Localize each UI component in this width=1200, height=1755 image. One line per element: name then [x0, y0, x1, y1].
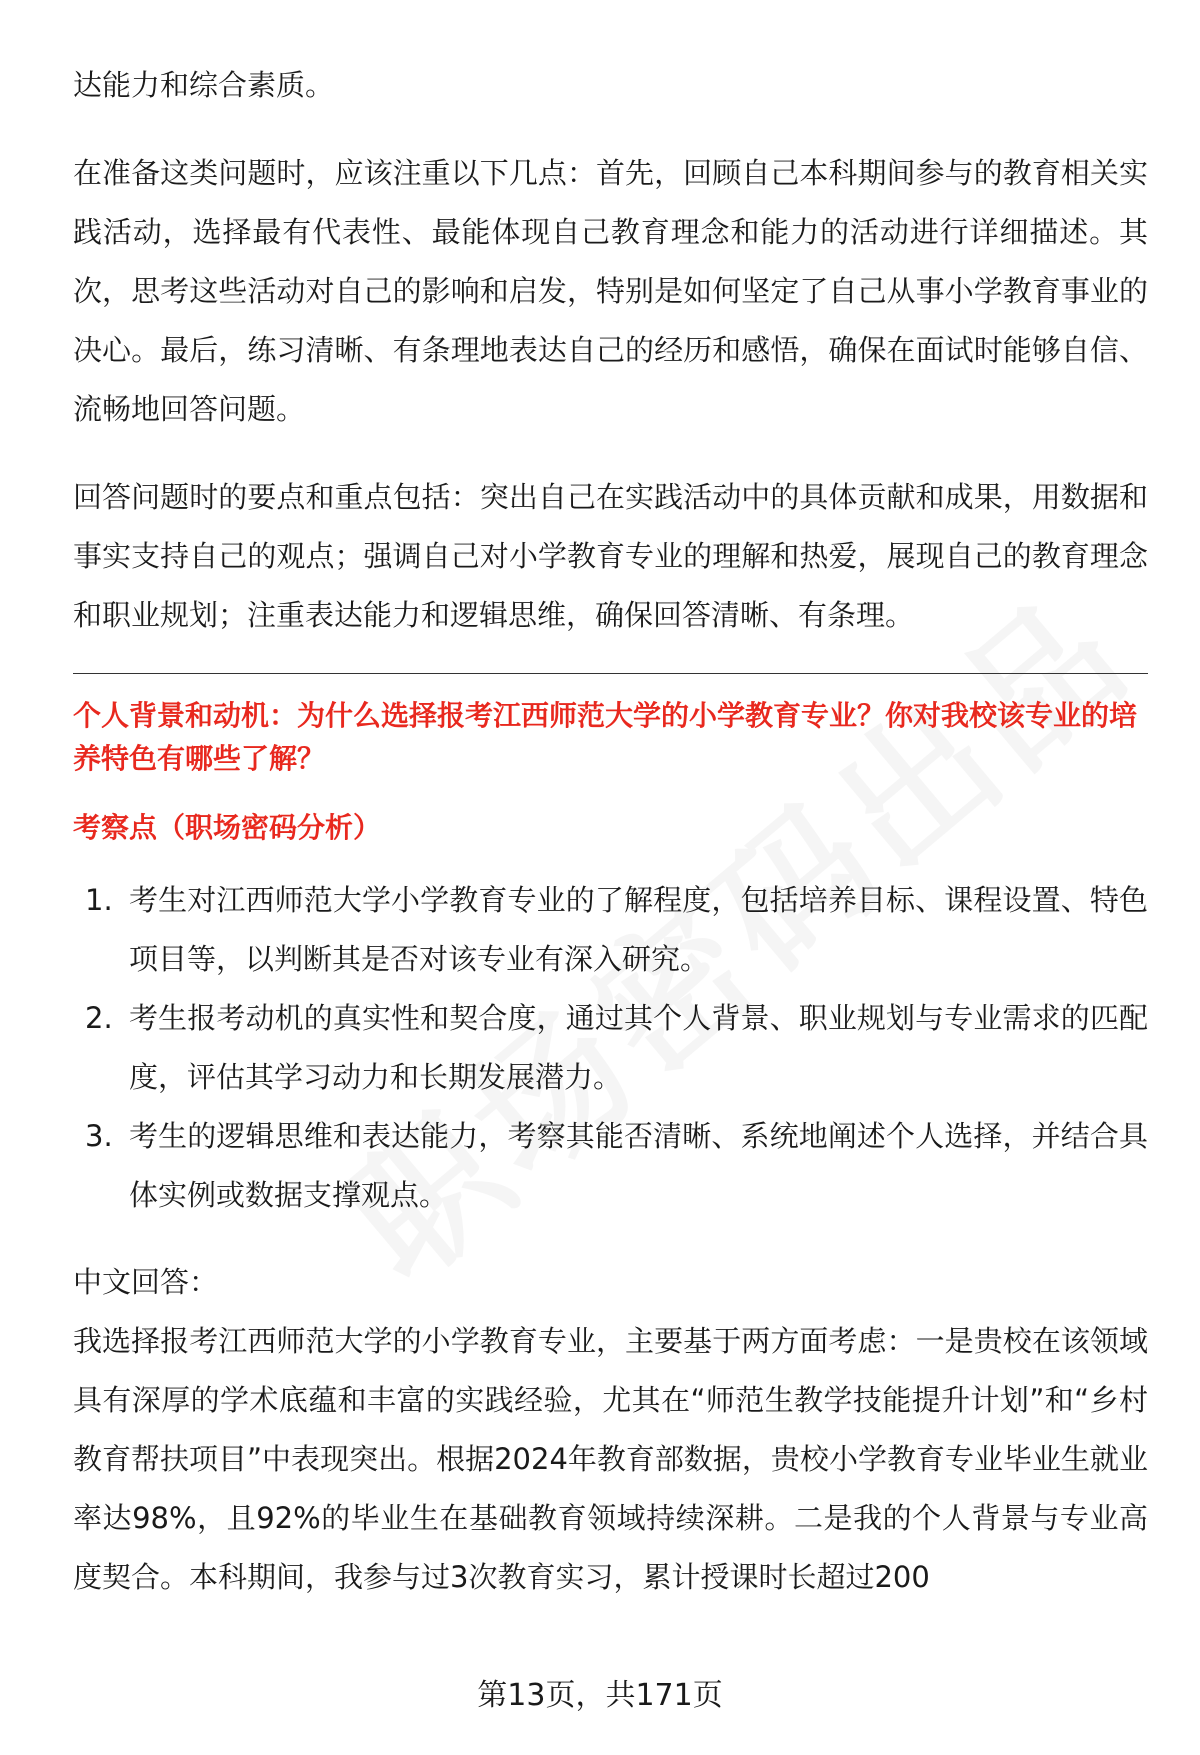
paragraph-preparation: 在准备这类问题时，应该注重以下几点：首先，回顾自己本科期间参与的教育相关实践活动，选择最有代表性、最能体现自己教育理念和能力的活动进行详细描述。其次，思考这些活动对自己的影响和启发，特别是如何坚定了自己从事小学教育事业的决心。最后，练习清晰、有条理地表达自己的经历和感悟，确保在面试时能够自信、流畅地回答问题。: [73, 156, 1148, 426]
list-item: [73, 1107, 1148, 1225]
section-divider: [73, 673, 1148, 674]
list-item-text: 考生的逻辑思维和表达能力，考察其能否清晰、系统地阐述个人选择，并结合具体实例或数据支撑观点。: [129, 1119, 1148, 1212]
list-number: 2.: [85, 1001, 113, 1035]
paragraph-key-points: 回答问题时的要点和重点包括：突出自己在实践活动中的具体贡献和成果，用数据和事实支持自己的观点；强调自己对小学教育专业的理解和热爱，展现自己的教育理念和职业规划；注重表达能力和逻辑思维，确保回答清晰、有条理。: [73, 480, 1148, 632]
interview-question: 个人背景和动机：为什么选择报考江西师范大学的小学教育专业？你对我校该专业的培养特色有哪些了解？: [73, 699, 1138, 775]
assessment-points-list: [73, 871, 1148, 1225]
page-content: [73, 56, 1148, 1607]
section-heading: 考察点（职场密码分析）: [73, 811, 382, 844]
list-item-text: 考生对江西师范大学小学教育专业的了解程度，包括培养目标、课程设置、特色项目等，以判断其是否对该专业有深入研究。: [129, 883, 1148, 976]
page-number-footer: 第13页，共171页: [477, 1678, 723, 1713]
answer-label: 中文回答：: [73, 1265, 219, 1299]
list-number: 1.: [85, 883, 113, 917]
list-item: [73, 871, 1148, 989]
paragraph-continuation: 达能力和综合素质。: [73, 68, 335, 102]
list-number: 3.: [85, 1119, 113, 1153]
list-item-text: 考生报考动机的真实性和契合度，通过其个人背景、职业规划与专业需求的匹配度，评估其学习动力和长期发展潜力。: [129, 1001, 1148, 1094]
answer-text: 我选择报考江西师范大学的小学教育专业，主要基于两方面考虑：一是贵校在该领域具有深厚的学术底蕴和丰富的实践经验，尤其在“师范生教学技能提升计划”和“乡村教育帮扶项目”中表现突出。根据2024年教育部数据，贵校小学教育专业毕业生就业率达98%，且92%的毕业生在基础教育领域持续深耕。二是我的个人背景与专业高度契合。本科期间，我参与过3次教育实习，累计授课时长超过200: [73, 1324, 1148, 1594]
list-item: [73, 989, 1148, 1107]
